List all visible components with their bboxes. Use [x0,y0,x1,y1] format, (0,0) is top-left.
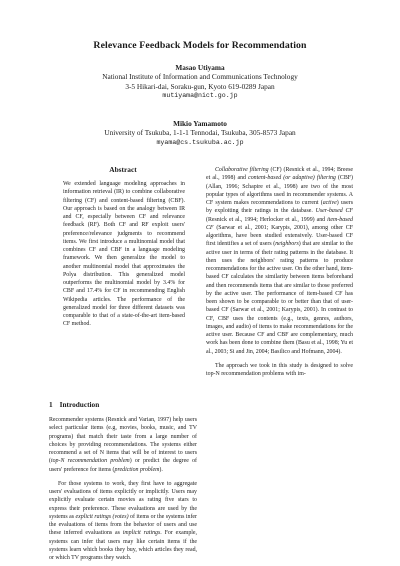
body-paragraph: The approach we took in this study is designed to solve top-N recommendation problems with im- [206,362,353,377]
paper-title: Relevance Feedback Models for Recommendation [93,40,307,51]
section-title: Introduction [59,400,100,409]
abstract-heading: Abstract [109,165,137,174]
author-block-1 [0,63,400,101]
author-address: 3-5 Hikari-dai, Soraku-gun, Kyoto 619-0289 Japan [125,81,275,91]
author-email: mutiyama@nict.go.jp [162,92,238,100]
author-affiliation: National Institute of Information and Communications Technology [102,72,298,82]
body-paragraph: Recommender systems (Resnick and Varian, 1997) help users select particular items (e.g, movies, books, music, and TV programs) that match their taste from a large number of choices by providing recommendations. The systems either recommend a set of N items that will be of interest to users (top-N recommendation problem) or predict the degree of users' preference for items (prediction problem). [49,417,197,473]
body-paragraph: For those systems to work, they first have to aggregate users' evaluations of items explicitly or implicitly. Users may explicitly evaluate certain movies as rating five stars to express their preference. These evaluations are used by the systems as explicit ratings (votes) of items or the systems infer the evaluations of items from the behavior of users and use these inferred evaluations as implicit ratings. For example, systems can infer that users may like certain items if the systems learn which books they buy, which articles they read, or which TV programs they watch. [49,480,197,561]
author-block-2 [0,119,400,147]
author-affiliation: University of Tsukuba, 1-1-1 Tennodai, Tsukuba, 305-8573 Japan [104,128,296,138]
left-column-body [49,416,197,562]
section-number: 1 [49,400,53,409]
author-name: Mikio Yamamoto [173,119,227,128]
author-name: Masao Utiyama [175,63,225,72]
right-column-body [206,166,353,378]
author-email: myama@cs.tsukuba.ac.jp [156,138,244,146]
body-paragraph: Collaborative filtering (CF) (Resnick et al., 1994; Breese et al., 1998) and content-based (or adaptive) filtering (CBF) (Allan, 1996; Schapire et al., 1998) are two of the most popular types of algorithms used in recommender systems. A CF system makes recommendations to current (active) users by exploiting their ratings in the database. User-based CF (Resnick et al., 1994; Herlocker et al., 1999) and item-based CF (Sarwar et al., 2001; Karypis, 2001), among other CF algorithms, have been studied extensively. User-based CF first identifies a set of users (neighbors) that are similar to the active user in terms of their rating patterns in the database. It then uses the neighbors' rating patterns to produce recommendations for the active user. On the other hand, item-based CF calculates the similarity between items beforehand and then recommends items that are similar to those preferred by the active user. The performance of item-based CF has been shown to be comparable to or better than that of user-based CF (Sarwar et al., 2001; Karypis, 2001). In contrast to CF, CBF uses the contents (e.g., texts, genres, authors, images, and audio) of items to make recommendations for the active user. Because CF and CBF are complementary, much work has been done to combine them (Basu et al., 1998; Yu et al., 2003; Si and Jin, 2004; Basilico and Hofmann, 2004). [206,167,354,355]
section-heading [49,400,99,409]
abstract-text: We extended language modeling approaches in information retrieval (IR) to combine collaborative filtering (CF) and content-based filtering (CBF). Our approach is based on the analogy between IR and CF, especially between CF and relevance feedback (RF). Both CF and RF exploit users' preference/relevance judgments to recommend items. We first introduce a multinomial model that combines CF and CBF in a language modeling framework. We then generalize the model to another multinomial model that approximates the Polya distribution. This generalized model outperforms the multinomial model by 3.4% for CBF and 17.4% for CF in recommending English Wikipedia articles. The performance of the generalized model for three different datasets was comparable to that of a state-of-the-art item-based CF method. [63,181,185,328]
